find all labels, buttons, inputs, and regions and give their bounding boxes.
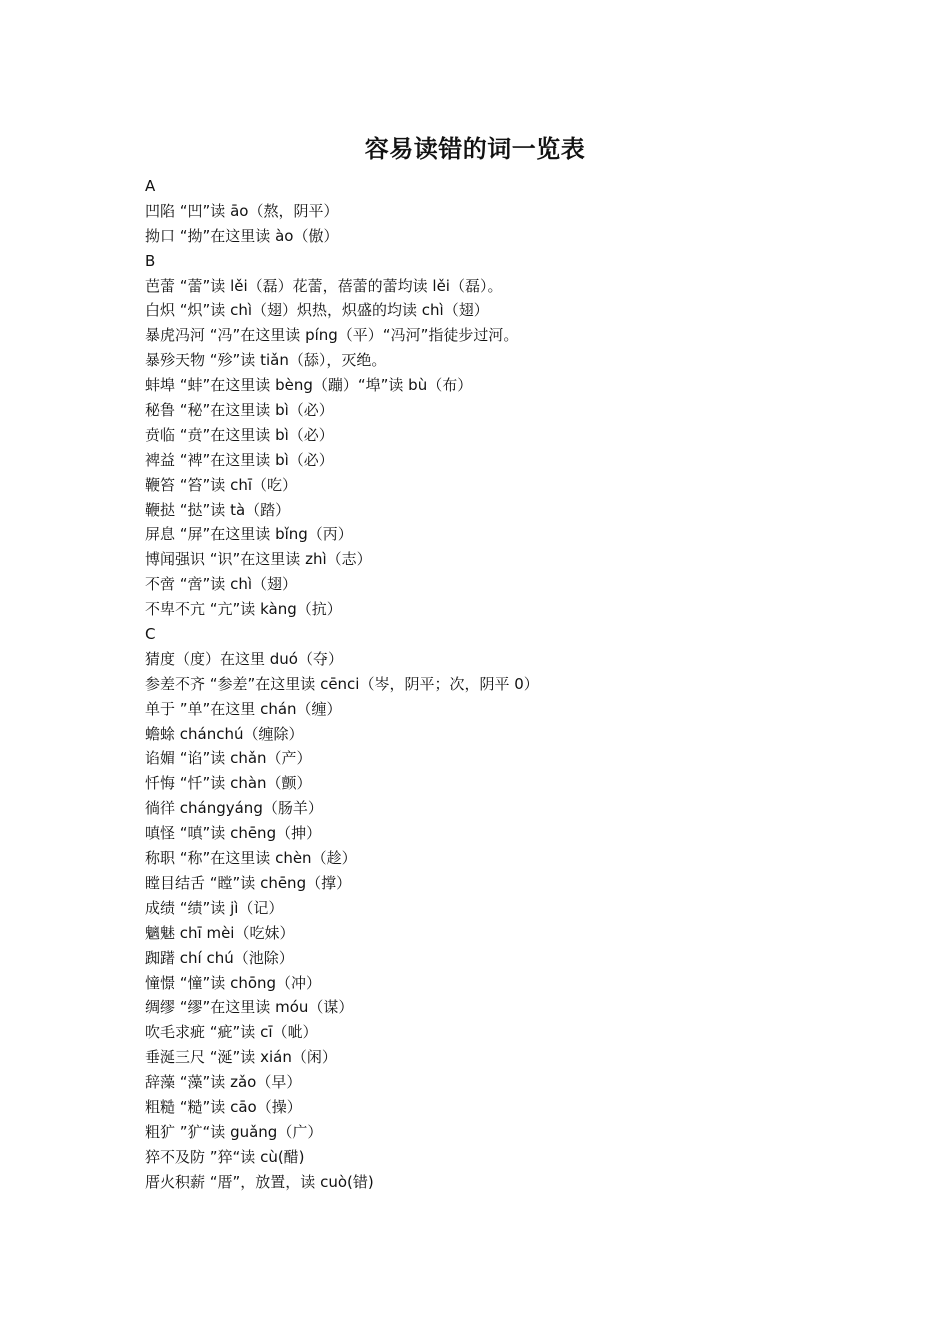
entry-line: 单于 ”单”在这里 chán（缠） bbox=[145, 699, 342, 718]
entry-line: 猝不及防 ”猝“读 cù(醋) bbox=[145, 1147, 305, 1166]
entry-line: 蟾蜍 chánchú（缠除） bbox=[145, 724, 304, 743]
entry-line: 瞠目结舌 “瞠”读 chēng（撑） bbox=[145, 873, 352, 892]
entry-line: 称职 “称”在这里读 chèn（趁） bbox=[145, 849, 357, 868]
entry-line: 鞭笞 “笞”读 chī（吃） bbox=[145, 475, 298, 494]
entry-line: 粗犷 ”犷“读 guǎng（广） bbox=[145, 1122, 323, 1141]
entry-line: 魑魅 chī mèi（吃妹） bbox=[145, 923, 295, 942]
entry-line: 辞藻 “藻”读 zǎo（早） bbox=[145, 1073, 302, 1092]
entry-line: 吹毛求疵 “疵”读 cī（呲） bbox=[145, 1023, 318, 1042]
entry-line: 厝火积薪 “厝”，放置，读 cuò(错) bbox=[145, 1172, 374, 1191]
entry-line: 不卑不亢 “亢”读 kàng（抗） bbox=[145, 600, 342, 619]
entry-line: 秘鲁 “秘”在这里读 bì（必） bbox=[145, 401, 334, 420]
entry-line: 不啻 “啻”读 chì（翅） bbox=[145, 575, 298, 594]
entry-line: 成绩 “绩”读 jì（记） bbox=[145, 898, 284, 917]
entry-line: 徜徉 chángyáng（肠羊） bbox=[145, 799, 323, 818]
entry-line: 白炽 “炽”读 chì（翅）炽热，炽盛的均读 chì（翅） bbox=[145, 301, 489, 320]
entry-line: 屏息 “屏”在这里读 bǐng（丙） bbox=[145, 525, 353, 544]
entry-line: 暴殄天物 “殄”读 tiǎn（舔），灭绝。 bbox=[145, 351, 387, 370]
entry-line: 鞭挞 “挞”读 tà（踏） bbox=[145, 500, 291, 519]
entry-line: 贲临 “贲”在这里读 bì（必） bbox=[145, 425, 334, 444]
entry-line: 芭蕾 “蕾”读 lěi（磊）花蕾，蓓蕾的蕾均读 lěi（磊）。 bbox=[145, 276, 503, 295]
entry-line: 暴虎冯河 “冯”在这里读 píng（平）“冯河”指徒步过河。 bbox=[145, 326, 519, 345]
entry-line: 嗔怪 “嗔”读 chēng（抻） bbox=[145, 824, 322, 843]
entry-line: 憧憬 “憧”读 chōng（冲） bbox=[145, 973, 322, 992]
entry-line: 粗糙 “糙”读 cāo（操） bbox=[145, 1097, 302, 1116]
entry-line: 拗口 “拗”在这里读 ào（傲） bbox=[145, 226, 339, 245]
document-title: 容易读错的词一览表 bbox=[364, 134, 586, 163]
entry-line: 垂涎三尺 “涎”读 xián（闲） bbox=[145, 1048, 337, 1067]
section-heading-a: A bbox=[145, 177, 156, 195]
entry-line: 踟躇 chí chú（池除） bbox=[145, 948, 294, 967]
entry-line: 裨益 “裨”在这里读 bì（必） bbox=[145, 450, 334, 469]
entry-line: 忏悔 “忏”读 chàn（颤） bbox=[145, 774, 312, 793]
word-list bbox=[145, 174, 925, 1195]
entry-line: 参差不齐 “参差”在这里读 cēnci（岑，阴平；次，阴平 0） bbox=[145, 674, 539, 693]
section-heading-b: B bbox=[145, 251, 156, 270]
entry-line: 猜度（度）在这里 duó（夺） bbox=[145, 649, 343, 668]
section-heading-c: C bbox=[145, 625, 156, 644]
entry-line: 绸缪 “缪”在这里读 móu（谋） bbox=[145, 998, 354, 1017]
entry-line: 凹陷 “凹”读 āo（熬，阴平） bbox=[145, 201, 339, 220]
entry-line: 谄媚 “谄”读 chǎn（产） bbox=[145, 749, 312, 768]
entry-line: 博闻强识 “识”在这里读 zhì（志） bbox=[145, 550, 372, 569]
entry-line: 蚌埠 “蚌”在这里读 bèng（蹦）“埠”读 bù（布） bbox=[145, 376, 473, 395]
